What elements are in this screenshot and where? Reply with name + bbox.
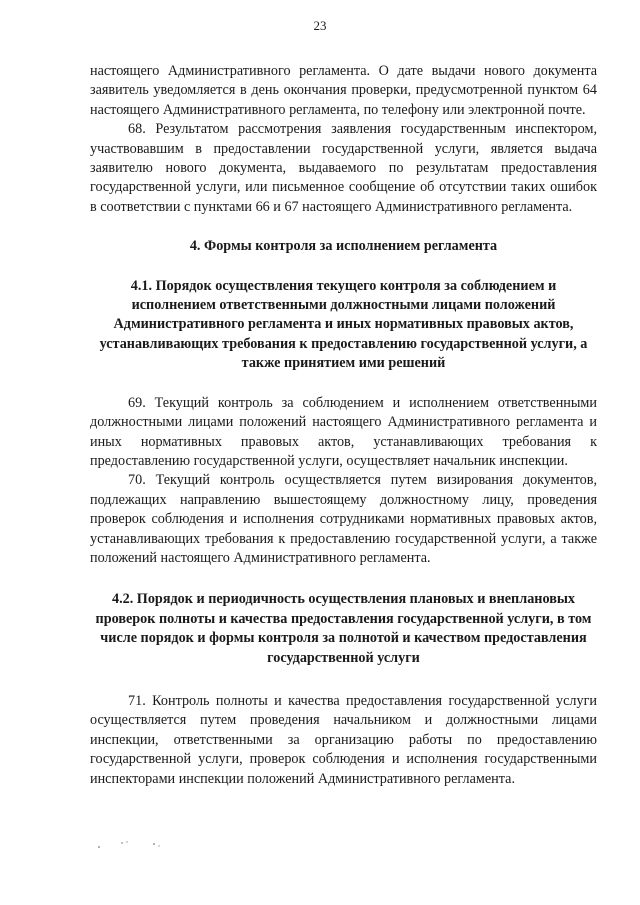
document-body: [90, 62, 597, 789]
scan-speckle-mark: [96, 838, 186, 850]
section-4-title: 4. Формы контроля за исполнением регламента: [189, 238, 498, 255]
paragraph-continued: настоящего Административного регламента. О дате выдачи нового документа заявитель уведомляется в день окончания проверки, предусмотренной пунктом 64 настоящего Административного регламента, по телефону или электронной почте.: [90, 63, 597, 118]
paragraph-71: 71. Контроль полноты и качества предоставления государственной услуги осуществляется путем проведения начальником и должностными лицами инспекции, ответственными за организацию работы по предоставлению государственной услуги, проверок соблюдения и исполнения государственными инспекторами инспекции положений Административного регламента.: [90, 692, 597, 787]
paragraph-70: 70. Текущий контроль осуществляется путем визирования документов, подлежащих направлению вышестоящему должностному лицу, проведения проверок соблюдения и исполнения сотрудниками нормативных правовых актов, устанавливающих требования к предоставлению государственной услуги, а также положений настоящего Административного регламента.: [90, 472, 597, 566]
subsection-4-1-title: 4.1. Порядок осуществления текущего контроля за соблюдением и исполнением ответственными должностными лицами положений Административного регламента и иных нормативных правовых актов, устанавливающих требования к предоставлению государственной услуги, а также принятием ими решений: [99, 277, 588, 372]
subsection-4-2-title: 4.2. Порядок и периодичность осуществления плановых и внеплановых проверок полноты и качества предоставления государственной услуги, в том числе порядок и формы контроля за полнотой и качеством предоставления государственной услуги: [95, 591, 592, 666]
paragraph-68: 68. Результатом рассмотрения заявления государственным инспектором, участвовавшим в предоставлении государственной услуги, является выдача заявителю нового документа, выдаваемого по результатам предоставления государственной услуги, или письменное сообщение об отсутствии таких ошибок в соответствии с пунктами 66 и 67 настоящего Административного регламента.: [90, 121, 597, 215]
page-number: 23: [313, 18, 327, 33]
paragraph-69: 69. Текущий контроль за соблюдением и исполнением ответственными должностными лицами положений настоящего Административного регламента и иных нормативных правовых актов, устанавливающих требования к предоставлению государственной услуги, осуществляет начальник инспекции.: [90, 394, 597, 469]
